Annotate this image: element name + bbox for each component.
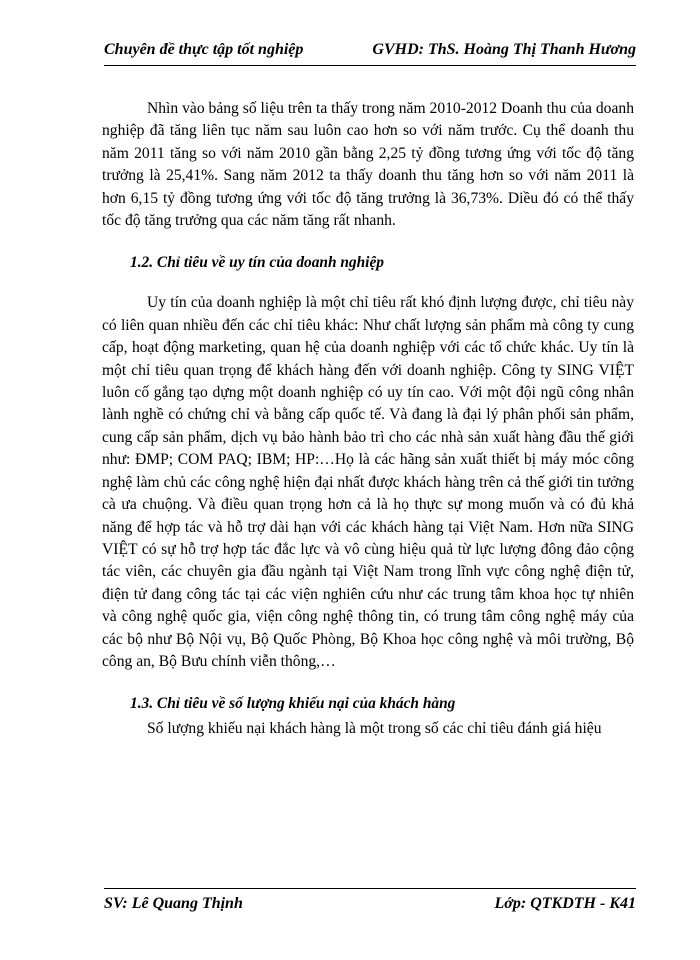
- section-heading-complaints: 1.3. Chỉ tiêu về số lượng khiếu nại của khách hàng: [130, 695, 456, 713]
- paragraph-complaints: Số lượng khiếu nại khách hàng là một trong số các chỉ tiêu đánh giá hiệu: [147, 720, 602, 738]
- section-heading-reputation: 1.2. Chỉ tiêu về uy tín của doanh nghiệp: [130, 254, 384, 272]
- header-supervisor: GVHD: ThS. Hoàng Thị Thanh Hương: [372, 41, 636, 58]
- header-report-title: Chuyên đề thực tập tốt nghiệp: [104, 41, 304, 58]
- paragraph-reputation: Uy tín của doanh nghiệp là một chỉ tiêu rất khó định lượng được, chỉ tiêu này có liên quan nhiều đến các chỉ tiêu khác: Như chất lượng sản phẩm mà công ty cung cấp, hoạt động marketing, quan hệ của doanh nghiệp với các tổ chức khác. Uy tín là một chỉ tiêu quan trọng để khách hàng đến với doanh nghiệp. Công ty SING VIỆT luôn cố gắng tạo dựng một doanh nghiệp có uy tín cao. Với một đội ngũ công nhân lành nghề có chứng chỉ và bằng cấp quốc tế. Và đang là đại lý phân phối sản phẩm, cung cấp sản phẩm, dịch vụ bảo hành bảo trì cho các nhà sản xuất hàng đầu thế giới như: ĐMP; COM PAQ; IBM; HP:…Họ là các hãng sản xuất thiết bị máy móc công nghệ làm chủ các công nghệ hiện đại nhất được khách hàng trên cả thế giới tin tưởng cà ưa chuộng. Và điều quan trọng hơn cả là họ thực sự mong muốn và có đủ khả năng để hợp tác và hỗ trợ dài hạn với các khách hàng tại Việt Nam. Hơn nữa SING VIỆT có sự hỗ trợ hợp tác đắc lực và vô cùng hiệu quả từ lực lượng đông đảo cộng tác viên, các chuyên gia đầu ngành tại Việt Nam trong lĩnh vực công nghệ điện tử, điện tử đang công tác tại các viện nghiên cứu như các trung tâm khoa học tự nhiên và công nghệ quốc gia, viện công nghệ thông tin, có trung tâm công nghệ máy của các bộ như Bộ Nội vụ, Bộ Quốc Phòng, Bộ Khoa học công nghệ và môi trường, Bộ công an, Bộ Bưu chính viễn thông,…: [102, 294, 634, 670]
- footer-class: Lớp: QTKDTH - K41: [494, 895, 636, 912]
- paragraph-revenue-analysis: Nhìn vào bảng số liệu trên ta thấy trong năm 2010-2012 Doanh thu của doanh nghiệp đã tăng liên tục năm sau luôn cao hơn so với năm trước. Cụ thể doanh thu năm 2011 tăng so với năm 2010 gần bằng 2,25 tỷ đồng tương ứng với tốc độ tăng trưởng là 25,41%. Sang năm 2012 ta thấy doanh thu tăng hơn so với năm 2011 là hơn 6,15 tỷ đồng tương ứng với tốc độ tăng trưởng là 36,73%. Diều đó có thể thấy tốc độ tăng trưởng qua các năm tăng rất nhanh.: [102, 100, 634, 230]
- page-footer: [104, 888, 636, 914]
- page-header: [104, 40, 636, 66]
- page-body: [102, 98, 634, 740]
- footer-student-name: SV: Lê Quang Thịnh: [104, 895, 243, 912]
